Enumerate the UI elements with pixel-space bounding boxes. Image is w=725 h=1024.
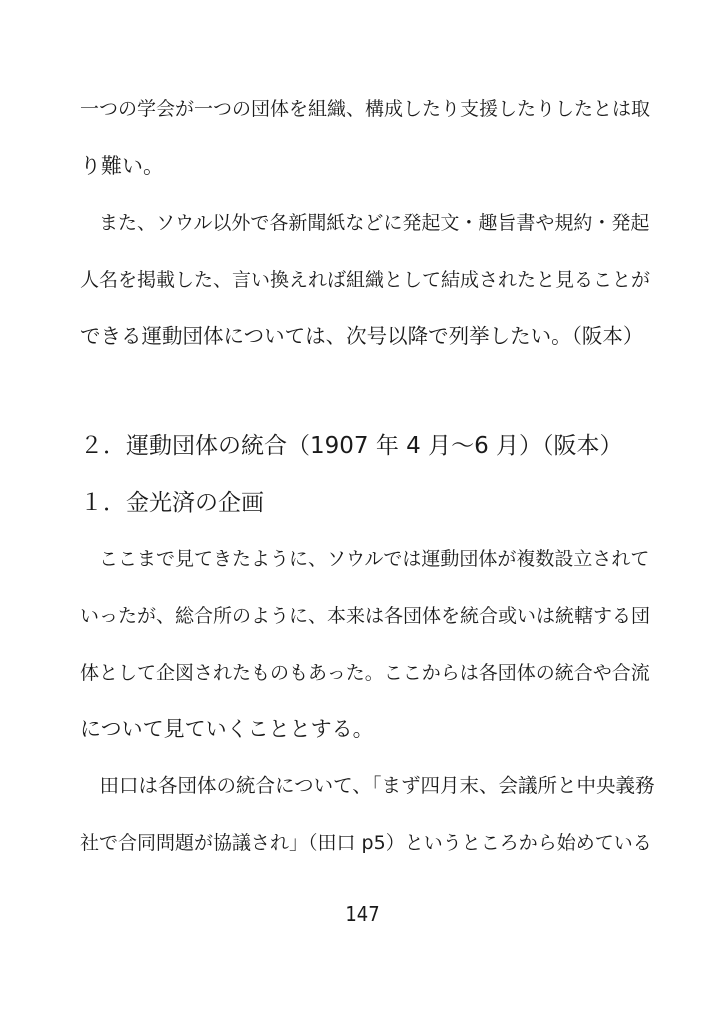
page-number: 147 — [345, 902, 380, 926]
text-line: について見ていくこととする。 — [80, 717, 374, 741]
text-line: 体として企図されたものもあった。ここからは各団体の統合や合流 — [80, 662, 650, 684]
text-line: できる運動団体については、次号以降で列挙したい。（阪本） — [80, 324, 644, 348]
text-line: また、ソウル以外で各新聞紙などに発起文・趣旨書や規約・発起 — [80, 212, 650, 234]
subsection-heading: １．金光済の企画 — [80, 490, 264, 516]
text-line: いったが、総合所のように、本来は各団体を統合或いは統轄する団 — [80, 605, 651, 627]
text-line: 田口は各団体の統合について、「まず四月末、会議所と中央義務 — [80, 774, 655, 797]
text-line: 社で合同問題が協議され」（田口 p5）というところから始めている — [80, 832, 652, 854]
text-line: り難い。 — [80, 154, 164, 178]
section-heading: ２．運動団体の統合（1907 年 4 月～6 月）（阪本） — [80, 433, 623, 459]
text-line: 人名を掲載した、言い換えれば組織として結成されたと見ることが — [80, 269, 651, 291]
text-line: ここまで見てきたように、ソウルでは運動団体が複数設立されて — [80, 548, 650, 570]
text-line: 一つの学会が一つの団体を組織、構成したり支援したりしたとは取 — [80, 98, 651, 120]
